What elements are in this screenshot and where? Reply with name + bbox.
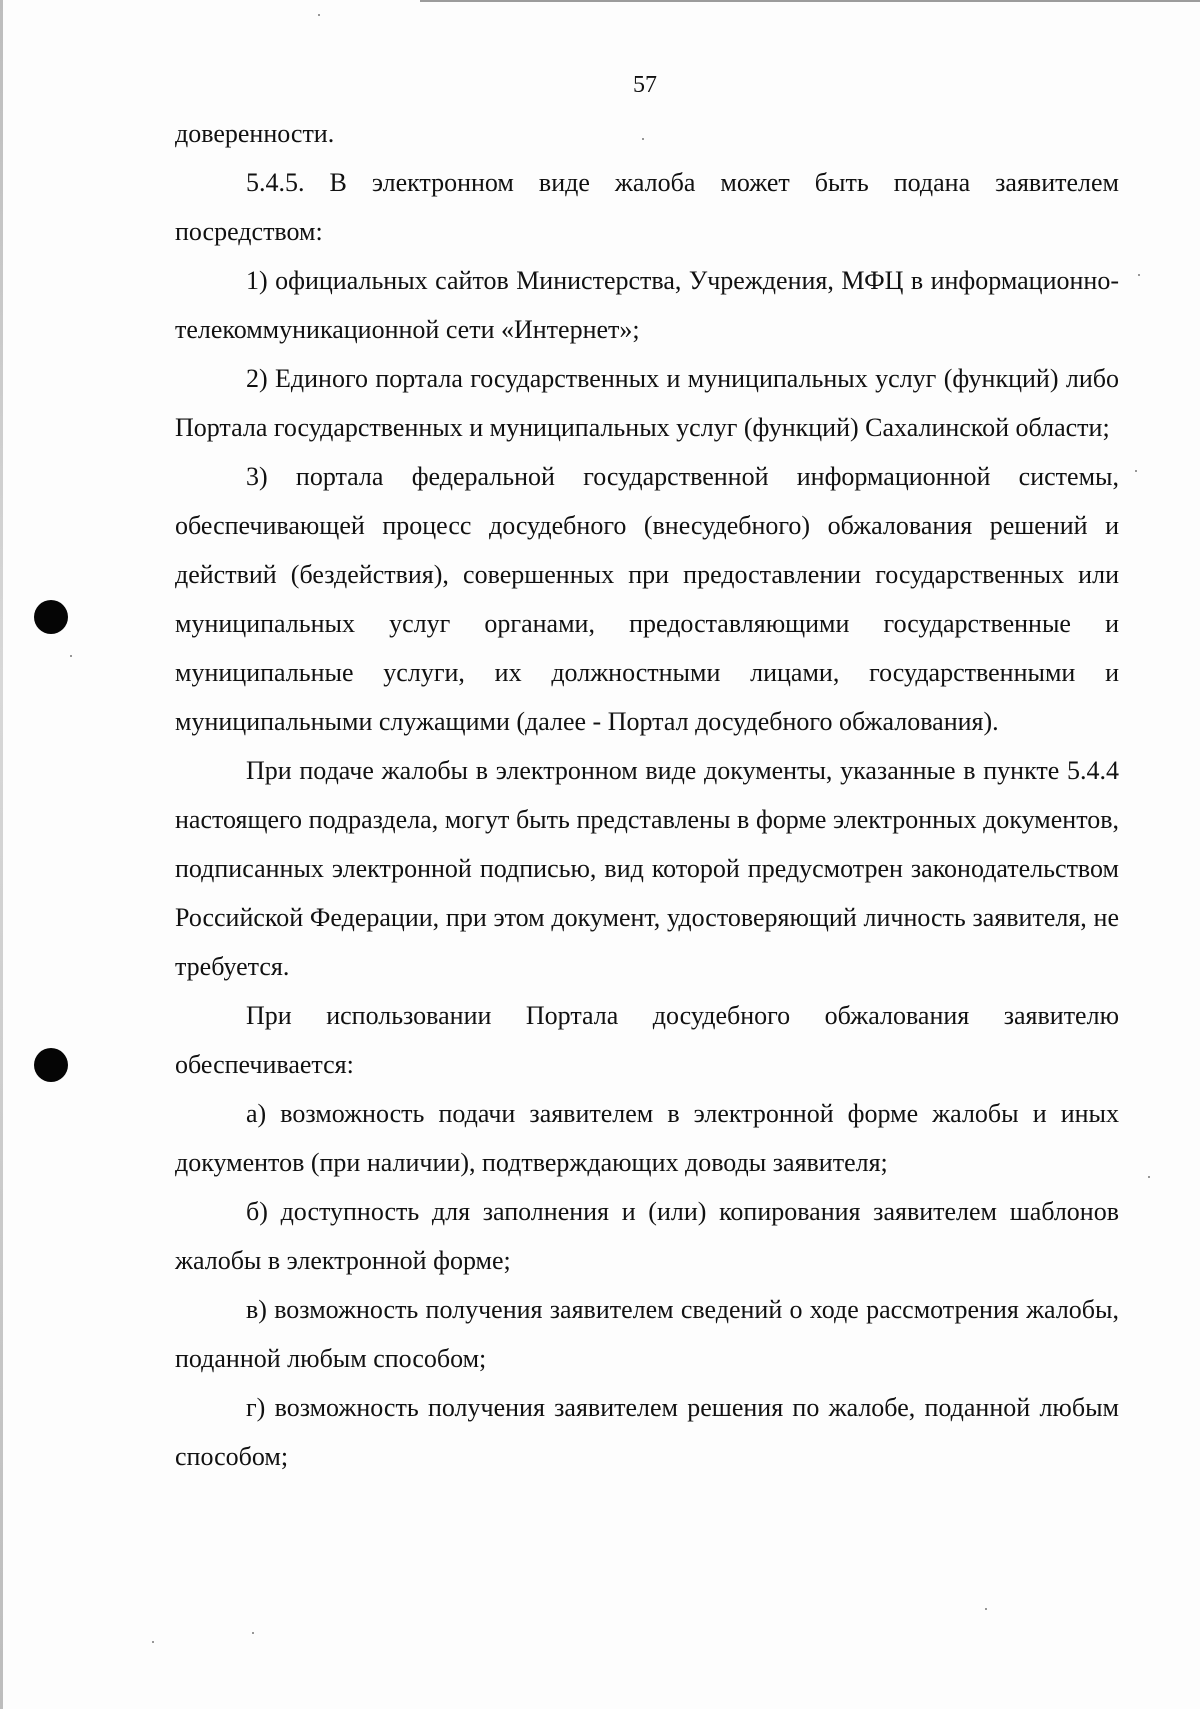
paragraph-item-a: а) возможность подачи заявителем в электронной форме жалобы и иных документов (при наличии), подтверждающих доводы заявителя; <box>175 1099 1119 1177</box>
scan-speck <box>152 1641 154 1643</box>
punch-hole-mark <box>34 600 68 634</box>
punch-hole-mark <box>34 1048 68 1082</box>
paragraph-portal-usage: При использовании Портала досудебного обжалования заявителю обеспечивается: <box>175 1001 1119 1079</box>
scan-speck <box>70 655 72 657</box>
scan-speck <box>318 14 320 16</box>
paragraph-item-3: 3) портала федеральной государственной информационной системы, обеспечивающей процесс досудебного (внесудебного) обжалования решений и действий (бездействия), совершенных при предоставлении государственных или муниципальных услуг органами, предоставляющими государственные и муниципальные услуги, их должностными лицами, государственными и муниципальными служащими (далее - Портал досудебного обжалования). <box>175 462 1119 736</box>
paragraph-5-4-5: 5.4.5. В электронном виде жалоба может быть подана заявителем посредством: <box>175 168 1119 246</box>
scan-speck <box>1138 274 1140 276</box>
paragraph-item-b: б) доступность для заполнения и (или) копирования заявителем шаблонов жалобы в электронной форме; <box>175 1197 1119 1275</box>
paragraph-electronic-submission: При подаче жалобы в электронном виде документы, указанные в пункте 5.4.4 настоящего подраздела, могут быть представлены в форме электронных документов, подписанных электронной подписью, вид которой предусмотрен законодательством Российской Федерации, при этом документ, удостоверяющий личность заявителя, не требуется. <box>175 756 1119 981</box>
paragraph-item-2: 2) Единого портала государственных и муниципальных услуг (функций) либо Портала государственных и муниципальных услуг (функций) Сахалинской области; <box>175 364 1119 442</box>
page-number: 57 <box>633 72 657 98</box>
document-body <box>175 109 1119 1481</box>
scan-top-edge <box>420 0 1200 2</box>
paragraph-continuation: доверенности. <box>175 119 335 148</box>
paragraph-item-1: 1) официальных сайтов Министерства, Учреждения, МФЦ в информационно-телекоммуникационной сети «Интернет»; <box>175 266 1119 344</box>
scan-speck <box>1135 470 1137 472</box>
scan-left-edge <box>0 0 3 1709</box>
scan-speck <box>985 1608 987 1610</box>
scan-speck <box>1148 1176 1150 1178</box>
paragraph-item-g: г) возможность получения заявителем решения по жалобе, поданной любым способом; <box>175 1393 1119 1471</box>
scan-speck <box>252 1632 254 1634</box>
paragraph-item-v: в) возможность получения заявителем сведений о ходе рассмотрения жалобы, поданной любым способом; <box>175 1295 1119 1373</box>
